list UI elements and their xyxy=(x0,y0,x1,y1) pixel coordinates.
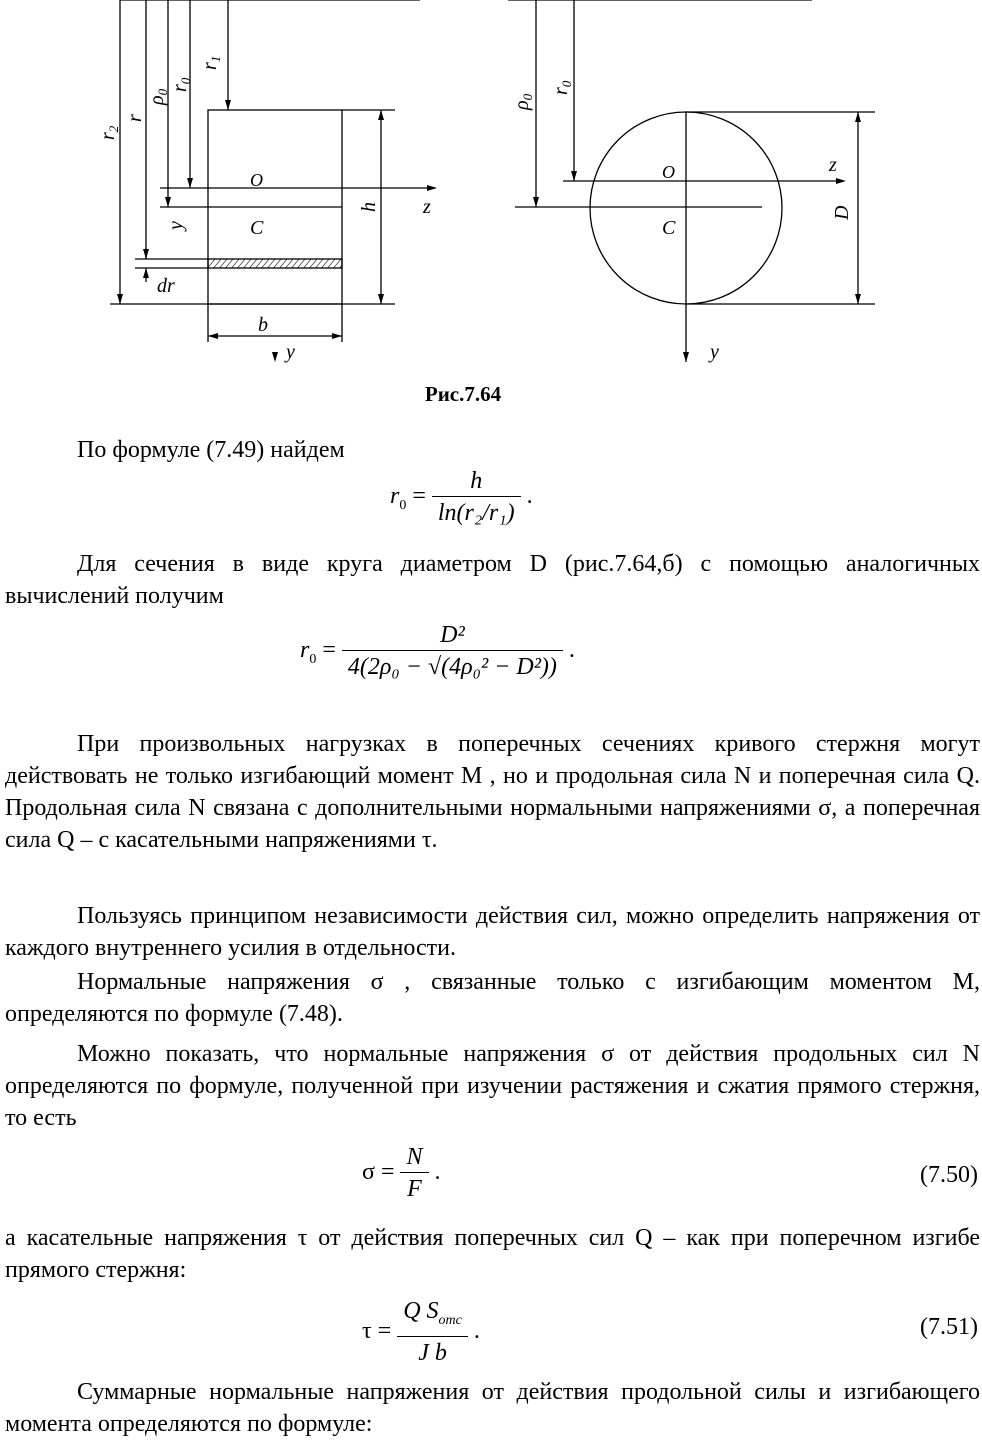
equation-number-7-50: (7.50) xyxy=(920,1162,978,1188)
paragraph-1: По формуле (7.49) найдем xyxy=(77,437,345,463)
label-D: D xyxy=(831,205,853,220)
label-z-right: z xyxy=(829,154,837,176)
label-O-right: O xyxy=(662,162,675,182)
label-r1: $r_1$ xyxy=(199,55,223,70)
figure-7-64 xyxy=(0,0,982,375)
equation-r0-circle: $r_0$ = $\frac{\text{D²}}{\text{4(2ρ₀ − √(4ρ₀² − D²))}}$ . xyxy=(300,622,575,680)
label-b: b xyxy=(258,314,268,336)
label-r0-right: $r_0$ xyxy=(550,80,574,95)
label-y-left-axis: y xyxy=(286,341,295,363)
equation-number-7-51: (7.51) xyxy=(920,1314,978,1340)
label-rho0: $\rho_0$ xyxy=(146,88,170,105)
label-r: r xyxy=(124,114,146,122)
label-O: O xyxy=(250,170,263,190)
paragraph-6: Можно показать, что нормальные напряжения σ от действия продольных сил N определяются по формуле, полученной при изучении растяжения и сжатия прямого стержня, то есть xyxy=(5,1041,980,1131)
paragraph-2: Для сечения в виде круга диаметром D (рис.7.64,б) с помощью аналогичных вычислений получим xyxy=(5,551,980,609)
label-C-right: C xyxy=(662,217,676,239)
label-r2: $r_2$ xyxy=(97,125,121,140)
label-C: C xyxy=(250,217,264,239)
paragraph-8: Суммарные нормальные напряжения от действия продольной силы и изгибающего момента определяются по формуле: xyxy=(5,1379,980,1437)
label-y-right-axis: y xyxy=(710,341,719,363)
paragraph-4: Пользуясь принципом независимости действия сил, можно определить напряжения от каждого внутреннего усилия в отдельности. xyxy=(5,903,980,961)
label-y-small: y xyxy=(165,221,187,230)
paragraph-5: Нормальные напряжения σ , связанные только с изгибающим моментом M, определяются по формуле (7.48). xyxy=(5,969,980,1027)
circular-section-diagram xyxy=(508,0,875,362)
label-h: h xyxy=(358,202,380,212)
label-dr: dr xyxy=(157,275,175,297)
label-r0: $r_0$ xyxy=(169,77,193,92)
equation-r0-rect: $r_0$ = $\frac{h}{\text{ln(r₂/r₁)}}$ . xyxy=(390,468,533,526)
equation-7-51: τ = $\frac{Q S_{отс}}{\text{J b}}$ . xyxy=(362,1298,480,1366)
paragraph-3: При произвольных нагрузках в поперечных сечениях кривого стержня могут действовать не только изгибающий момент M , но и продольная сила N и поперечная сила Q. Продольная сила N связана с дополнительными нормальными напряжениями σ, а поперечная сила Q – с касательными напряжениями τ. xyxy=(5,731,980,853)
paragraph-7: а касательные напряжения τ от действия поперечных сил Q – как при поперечном изгибе прямого стержня: xyxy=(5,1225,980,1283)
label-z-left: z xyxy=(423,196,431,218)
label-rho0-right: $\rho_0$ xyxy=(511,93,535,110)
figure-caption: Рис.7.64 xyxy=(424,382,502,406)
equation-7-50: σ = $\frac{N}{F}$ . xyxy=(362,1144,441,1202)
